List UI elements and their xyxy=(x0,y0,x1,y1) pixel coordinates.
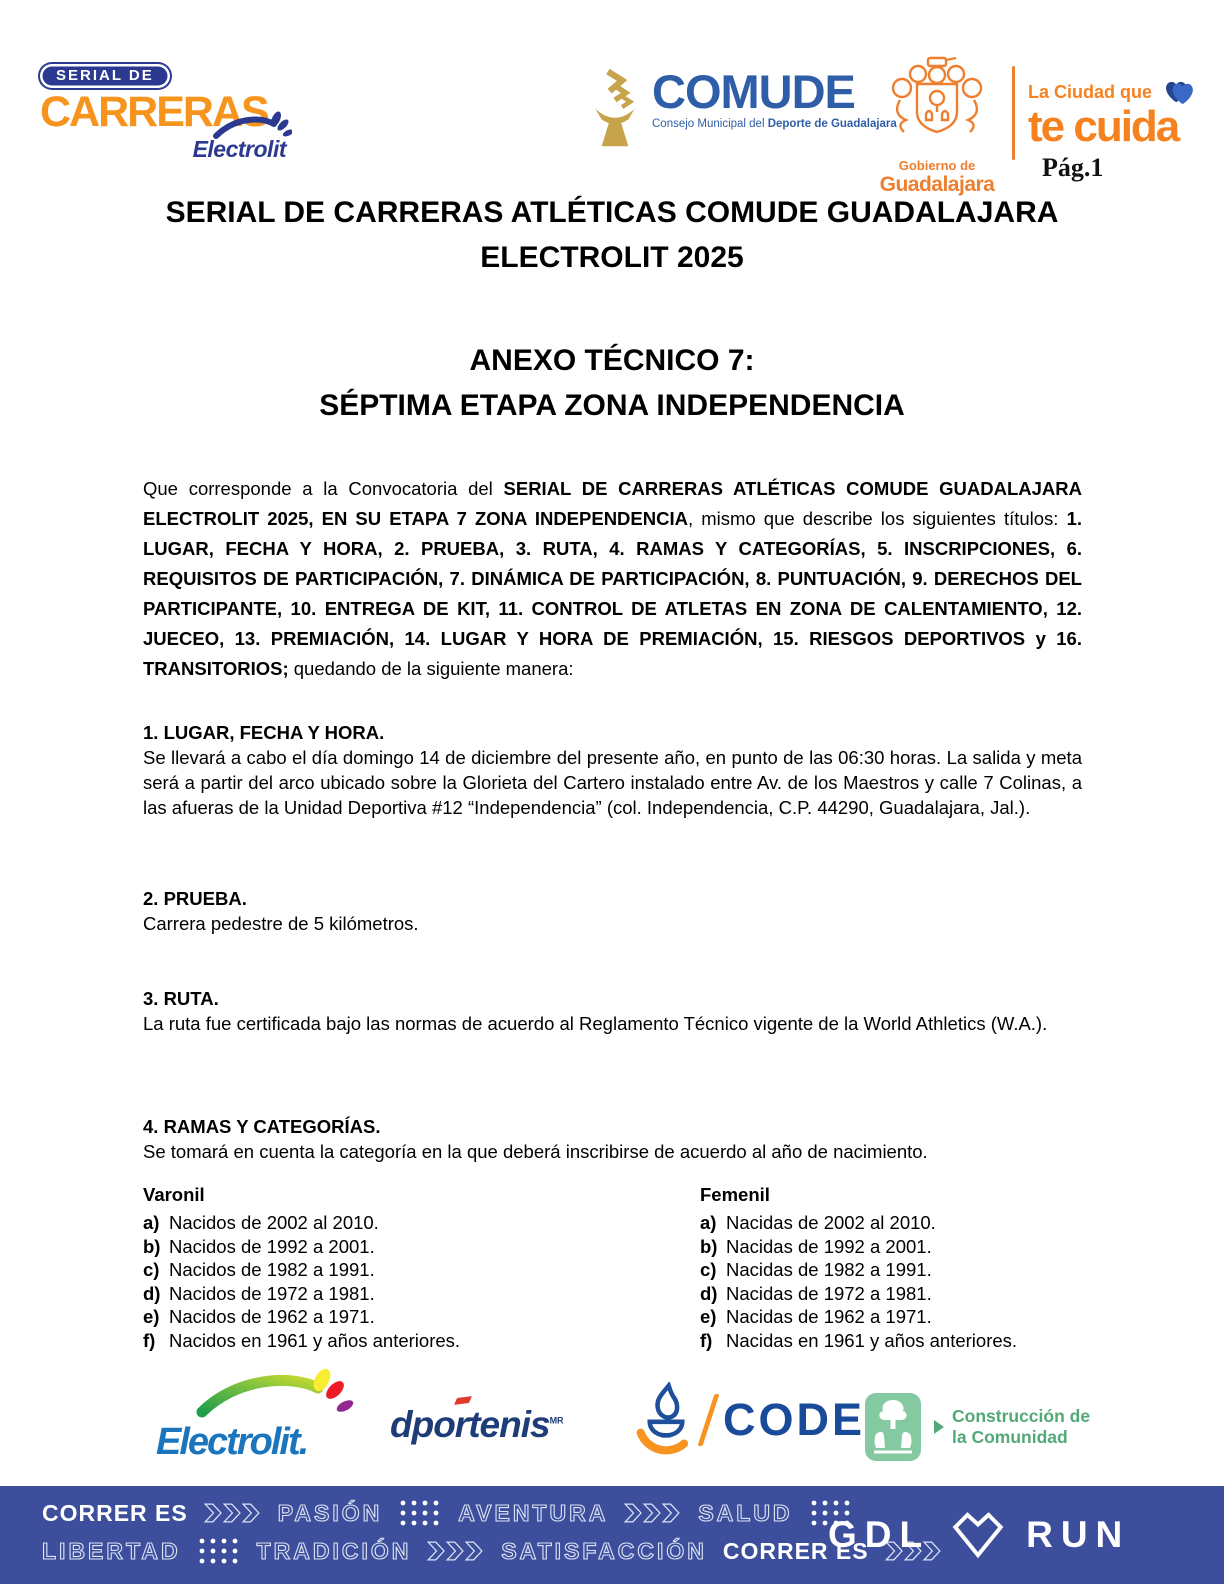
serial-de-pill: SERIAL DE xyxy=(40,64,170,88)
gobierno-guadalajara-logo xyxy=(872,56,1002,197)
varonil-title: Varonil xyxy=(143,1184,205,1205)
intro-paragraph: Que corresponde a la Convocatoria del SERIAL DE CARRERAS ATLÉTICAS COMUDE GUADALAJARA ELECTROLIT 2025, EN SU ETAPA 7 ZONA INDEPENDENCIA, mismo que describe los siguientes títulos: 1. LUGAR, FECHA Y HORA, 2. PRUEBA, 3. RUTA, 4. RAMAS Y CATEGORÍAS, 5. INSCRIPCIONES, 6. REQUISITOS DE PARTICIPACIÓN, 7. DINÁMICA DE PARTICIPACIÓN, 8. PUNTUACIÓN, 9. DERECHOS DEL PARTICIPANTE, 10. ENTREGA DE KIT, 11. CONTROL DE ATLETAS EN ZONA DE CALENTAMIENTO, 12. JUECEO, 13. PREMIACIÓN, 14. LUGAR Y HORA DE PREMIACIÓN, 15. RIESGOS DEPORTIVOS y 16. TRANSITORIOS; quedando de la siguiente manera: xyxy=(143,478,1082,679)
section-heading: 3. RUTA. xyxy=(143,988,219,1009)
sponsor-code-logo xyxy=(634,1382,865,1458)
te-cuida-logo xyxy=(1028,78,1198,183)
comunidad-arrow-icon xyxy=(934,1420,944,1434)
electrolit-splash-icon xyxy=(196,1368,361,1424)
document-subtitle xyxy=(0,338,1224,428)
comude-tagline: Consejo Municipal del Deporte de Guadalajara xyxy=(652,118,897,130)
femenil-title: Femenil xyxy=(700,1184,770,1205)
comude-logo xyxy=(588,65,897,148)
carreras-wordmark: CARRERAS xyxy=(40,88,268,136)
section-ramas-categorias xyxy=(143,1114,1082,1164)
electrolit-splash-icon xyxy=(212,110,292,140)
category-item: f) Nacidas en 1961 y años anteriores. xyxy=(700,1329,1018,1351)
category-item: d) Nacidos de 1972 a 1981. xyxy=(143,1282,375,1304)
document-subtitle-line-1: ANEXO TÉCNICO 7: xyxy=(469,344,755,377)
code-torch-icon xyxy=(634,1382,698,1458)
chevrons-icon xyxy=(204,1498,262,1528)
salud-label: SALUD xyxy=(698,1499,793,1526)
gobierno-de-label: Gobierno de xyxy=(898,158,976,173)
document-title xyxy=(0,190,1224,280)
correr-es-label: CORRER ES xyxy=(42,1499,188,1526)
comude-wordmark: COMUDE xyxy=(652,65,855,118)
heart-outline-icon xyxy=(950,1510,1006,1560)
document-title-line-1: SERIAL DE CARRERAS ATLÉTICAS COMUDE GUADALAJARA xyxy=(165,196,1059,229)
section-body: Carrera pedestre de 5 kilómetros. xyxy=(143,913,419,934)
category-item: a) Nacidas de 2002 al 2010. xyxy=(700,1212,936,1233)
category-item: e) Nacidos de 1962 a 1971. xyxy=(143,1306,375,1327)
category-item: e) Nacidas de 1962 a 1971. xyxy=(700,1306,932,1327)
page-number: Pág.1 xyxy=(1042,152,1104,182)
footer-tagline-row-2 xyxy=(42,1534,943,1568)
comude-trophy-icon xyxy=(588,68,642,148)
header-divider xyxy=(1012,66,1015,160)
te-cuida-wordmark: te cuida xyxy=(1028,102,1179,151)
sponsor-electrolit-logo xyxy=(156,1368,366,1468)
libertad-label: LIBERTAD xyxy=(42,1537,181,1564)
category-item: b) Nacidas de 1992 a 2001. xyxy=(700,1235,932,1257)
comunidad-label: Construcción de la Comunidad xyxy=(952,1406,1091,1447)
la-ciudad-que-label: La Ciudad que xyxy=(1028,81,1153,102)
section-prueba xyxy=(143,886,1082,936)
chevrons-icon xyxy=(624,1498,682,1528)
section-ruta xyxy=(143,986,1082,1036)
gdl-run-logo xyxy=(828,1486,1130,1584)
comunidad-badge-icon xyxy=(864,1392,922,1462)
footer-tagline-row-1 xyxy=(42,1496,853,1530)
code-wordmark: CODE xyxy=(723,1394,866,1445)
dots-icon xyxy=(197,1536,241,1566)
category-item: d) Nacidas de 1972 a 1981. xyxy=(700,1282,932,1304)
chevrons-icon xyxy=(427,1536,485,1566)
pasion-label: PASIÓN xyxy=(277,1499,383,1526)
gdl-label: GDL xyxy=(828,1514,931,1555)
section-body: Se tomará en cuenta la categoría en la que deberá inscribirse de acuerdo al año de nacimiento. xyxy=(143,1141,928,1162)
dportenis-wordmark: dportenis xyxy=(390,1404,550,1445)
category-item: c) Nacidas de 1982 a 1991. xyxy=(700,1259,932,1280)
electrolit-wordmark-header: Electrolit xyxy=(40,136,290,163)
run-label: RUN xyxy=(1026,1514,1131,1555)
document-title-line-2: ELECTROLIT 2025 xyxy=(480,241,744,274)
section-lugar-fecha-hora xyxy=(143,720,1082,820)
tradicion-label: TRADICIÓN xyxy=(256,1537,412,1564)
satisfaccion-label: SATISFACCIÓN xyxy=(501,1537,707,1564)
code-slash-icon xyxy=(698,1394,720,1446)
footer-band xyxy=(0,1486,1224,1584)
correr-es-label: CORRER ES xyxy=(722,1537,869,1564)
section-body: Se llevará a cabo el día domingo 14 de diciembre del presente año, en punto de las 06:30 horas. La salida y meta será a partir del arco ubicado sobre la Glorieta del Cartero instalado entre Av. de los Maestros y calle 7 Colinas, a las afueras de la Unidad Deportiva #12 “Independencia” (col. Independencia, C.P. 44290, Guadalajara, Jal.). xyxy=(143,747,1082,818)
electrolit-wordmark: Electrolit. xyxy=(156,1421,308,1463)
sponsor-dportenis-logo xyxy=(390,1404,564,1446)
category-item: c) Nacidos de 1982 a 1991. xyxy=(143,1259,375,1280)
dots-icon xyxy=(398,1498,442,1528)
guadalajara-crest-icon xyxy=(882,56,992,152)
sponsor-construccion-comunidad-logo xyxy=(864,1392,1090,1462)
aventura-label: AVENTURA xyxy=(458,1499,609,1526)
category-item: f) Nacidos en 1961 y años anteriores. xyxy=(143,1329,461,1351)
serial-de-carreras-logo xyxy=(40,64,290,163)
categories-varonil xyxy=(143,1183,583,1352)
dportenis-mr-mark: MR xyxy=(549,1415,564,1426)
section-heading: 4. RAMAS Y CATEGORÍAS. xyxy=(143,1116,381,1137)
section-body: La ruta fue certificada bajo las normas de acuerdo al Reglamento Técnico vigente de la World Athletics (W.A.). xyxy=(143,1013,1048,1034)
document-subtitle-line-2: SÉPTIMA ETAPA ZONA INDEPENDENCIA xyxy=(319,389,905,422)
section-heading: 2. PRUEBA. xyxy=(143,888,247,909)
category-item: a) Nacidos de 2002 al 2010. xyxy=(143,1212,379,1233)
categories-femenil xyxy=(700,1183,1140,1352)
guadalajara-label: Guadalajara xyxy=(879,173,995,196)
category-item: b) Nacidos de 1992 a 2001. xyxy=(143,1235,375,1257)
section-heading: 1. LUGAR, FECHA Y HORA. xyxy=(143,722,385,743)
